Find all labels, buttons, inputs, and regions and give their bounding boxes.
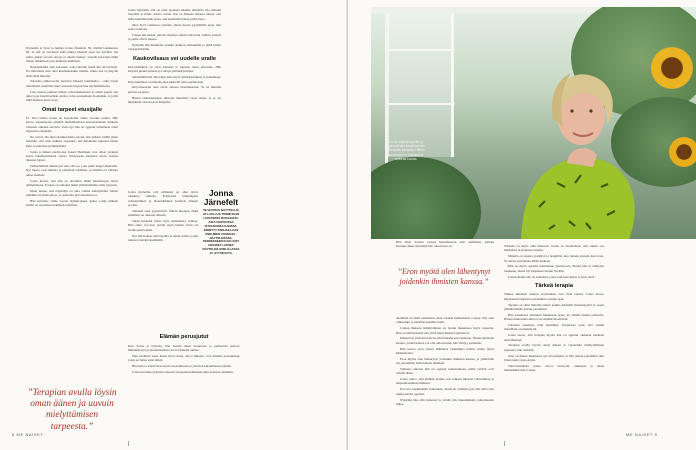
body-paragraph: Perheen ja ystävien tuki on ollut hänelle korvaamaton. Niiden ihmisten kanssa, joiden kanssa voi olla oma itsensä, hän viihtyy parhaiten. — [396, 336, 494, 345]
left-column-3 — [128, 334, 240, 376]
body-paragraph: Tärkeää on myös elää hetkessä. Jonna on huomannut, että suurin osa murheista ei koskaan toteudu. — [504, 244, 604, 253]
body-paragraph: Naurahdettiin olen sanoneet, voin taiteilija mistä sitä oli löytänyt. En ilmoittaisi niin olisi kuuliaisenakin mitään, mutta sen ei paljolla ehtii tämä mietityt. — [26, 64, 118, 78]
profile-box — [202, 190, 240, 256]
body-paragraph: Eron myötä olen lähentynyt joidenkin ihmisten kanssa, ja ymmärrän nyt paremmin, keitä haluan lähelleni. — [396, 356, 494, 366]
body-paragraph: Moni luulee, että näyttelijä on aina valmis esiintymään. Mutta minäkin tarvitsen lepoa, ja opettelen yhä sanomaan ei. — [26, 188, 118, 198]
body-paragraph: Jonna sanoo, että terapian myötä hän on oppinut olemaan itselleen armollisempi. — [504, 333, 604, 342]
body-paragraph: Hän kannustaa muitakin hakemaan apua, jos elämä tuntuu raskaalta. Hänen mielestään siinä ei ole mitään hävettävää. — [504, 312, 604, 322]
body-paragraph: Nyttemin ja fyssi ja luulaja Jonna Järnefelt, 59, täyttää lokakuussa 60. Ja sitä on tarvinnut mitä tuntuu hänestä jaaat nyt hyvältä. On pitkä, pitkin vuosia sanoja ei oikein tiennyt, toiselle kasvanut mikä tehnyt alkamisen pois mainitus elämässä. — [26, 46, 118, 64]
subheading: Elämän perusjutut — [159, 334, 209, 340]
body-paragraph: Jonna myöntää, että on ollut ajoittain hänelle tärkeintä olla muiden tarpeiksi ja muita asioita varten. Itse on hänestä alkanut tuntua, että mitä enemmän hän antaa, sitä enemmän hänen pitää antaa. — [128, 8, 221, 21]
body-paragraph: Nykyään hän elää hetkessä ja yrittää olla murehtimatta tulevaisuutta liikaa. — [396, 397, 494, 406]
body-paragraph: Kirjoittaminen on ollut Jonnalle jo lapsena rakas harrastus. Hän kirjoitti pieniä tarinoita ja runoja päiväkirjoihinsa. — [128, 65, 221, 74]
right-column-1 — [396, 240, 494, 250]
body-paragraph: Perheenäitinä minun piti aina olla se, joka pitää langat käsissään. Nyt lapset ovat aikuisia ja pärjäävät omillaan, ja minulla on vihdoin aikaa itselleni. — [26, 164, 118, 177]
body-paragraph: En toivo kenellekään vaikeuksia, mutta en vaihtaisi pois sitä, mitä olen niiden kautta oppinut. — [396, 387, 494, 396]
body-paragraph: Hän kertoo nauttivansa myös ruoanlaitosta ja ystävien kutsumisesta kylään. — [132, 363, 232, 368]
body-paragraph: Aikuisiällä hän alkoi kirjoittaa myös käsikirjoituksia ja kolumneja. Kirjoittaminen on hänelle tapa käsitellä omia ajatuksiaan. — [128, 75, 221, 84]
body-paragraph: Arki on hänen mukaansa nyt kevyempää, ja hän jaksaa paremmin niin töissä kuin vapaa-ajalla. — [504, 353, 604, 362]
woman-figure — [371, 7, 696, 239]
body-paragraph: Terapian avulla löysin oman ääneni ja vapauduin miellyttämisen tarpeesta, hän tiivistää. — [504, 343, 604, 352]
body-paragraph: Joskus tuli hetkiä, jolloin väsymys tuntui valtavalta. Silloin ystävät ja perhe olivat tukena. — [128, 32, 221, 42]
left-column-2-lower — [128, 190, 198, 244]
pull-quote: ”Eron myötä olen lähentynyt joidenkin ihmisten kanssa.” — [397, 267, 491, 286]
body-paragraph: Hän kertoo eron olleen elämänsä vaikeimpia hetkiä, mutta myös käännekohta. — [396, 346, 494, 355]
folio-right: ME NAISET 9 — [626, 432, 658, 437]
profile-name: Jonna Järnefelt — [203, 189, 239, 207]
profile-bio: 59-VUOTIAS NÄYTTELIJÄ JA LAULAJA TUNNETAAN LUKUISISTA ROOLEISTA. ASUU ESPOOSSA PUOLISONSA KANSSA. ESIINTYY PARHAILLAAN UNELMIEN VUOROJA -NÄYTELMÄSSÄ. PERHEESEEN KUULUVAT AIKUISET LAPSET. NÄYTELMÄ ENSI-ILLASSA 10. SYYSKUUTA. — [202, 208, 240, 256]
body-paragraph: Terapia on ollut minulle tärkeä paikka käsitellä menneisyyttä ja oppia ymmärtämään itseäni paremmin. — [504, 302, 604, 311]
right-page — [348, 0, 696, 450]
body-paragraph: Jonna kuvailee nykyistä arkeaan tasapainoisemmaksi kuin koskaan aiemmin. — [132, 369, 234, 374]
body-paragraph: Tulevaisuudelta Jonna toivoo terveyttä, rakkautta ja uusia mielenkiintoisia rooleja. — [504, 363, 604, 373]
body-paragraph: Nykyään hän kuuntelee itseään aiempaa tarkemmin ja pitää kiinni vapaapäivistään. — [128, 42, 221, 52]
body-paragraph: Toisaalta eläkevuodet tuntuvat hänestä kaukaisilta – eikä Jonna rehellisesti sanottuna usko koskaan luopuvansa näyttelemisestä. — [26, 79, 118, 88]
body-paragraph: Kirjoittaessani olen aivan omassa maailmassani. Se on minulle parasta terapiaa. — [128, 85, 221, 94]
body-paragraph: Jonna kertoo, että hän on tarvinnut tähän muutokseen myös ammattiapua. Terapia on auttanut häntä ymmärtämään omia rajojaan. — [26, 178, 118, 187]
crop-mark — [504, 441, 505, 446]
body-paragraph: Ihan tavalliset asiat, kuten hyvä ruoka, uni ja liikunta, ovat minulle perusjuttuja, joista en halua enää tinkiä. — [128, 353, 240, 363]
body-paragraph: Joskus ihanin ilta on sellainen, jossa vain luen kirjaa ja juon teetä. — [508, 274, 595, 279]
photo-caption: Jonna näyttää upealta ja hyvinvoivalta kasvihuoneen vihreyden keskellä. Hänen asussaan on leikkisää ja rohkeaa kuosia. — [386, 140, 426, 161]
left-column-1 — [26, 46, 118, 209]
body-paragraph: Olen hyvä ottamaan vastuuta, mutta huono pyytämään apua, hän sanoo nauraen. — [128, 22, 221, 31]
body-paragraph: Jonnan mukaan ikääntyminen on tuonut mukanaan myös vapautta. Hän ei enää murehdi sitä, mitä muut hänestä ajattelevat. — [396, 326, 494, 335]
body-paragraph: Jaan kanssa parhaat hetket, tulevaisuuksiaan ja niistä paljon sen alkoi jopa moniin pitkin asioita, joita seuraamaan Koulutkin, ja joilla niitä muistaa uusia iloja. — [26, 89, 118, 103]
body-paragraph: Hänen esikoiskirjansa ilmestyi muutama vuosi sitten, ja se sai lämpimän vastaanoton lukijoilta. — [128, 95, 221, 104]
body-paragraph: Jonna uskoo, että elämän kolhut ovat tehneet hänestä vahvemman ja empaattisemman ihmisen. — [396, 377, 494, 386]
body-paragraph: Jonna myöntää, että elämässä on ollut myös rankkoja vaiheita. Erityisesti vanhempien sairastuminen ja menettäminen koskivat häneen syvästi. — [128, 190, 198, 208]
left-column-2 — [128, 8, 221, 106]
portrait-photo — [371, 7, 696, 239]
subheading: Omat tarpeet etusijalle — [42, 106, 102, 113]
body-paragraph: Ne voivat olla ihan yksinkertaisia asioita: että pääsen välillä yksin metsään, että saan nukkua tarpeeksi, että kuuntelen kehoani ennen kuin se pakottaa pysähtymään. — [26, 135, 118, 148]
body-paragraph: Et. Sitä rauhaa Jonna on harjoitellut viime vuosina paljon. Hän kertoo kantaneensa pitkään maksimaalisen kokonaisuuden mukana vastuuta oikeista asioista. Vasta nyt hän on oppinut laittamaan omat tarpeensa etusijalle. — [26, 116, 118, 134]
body-paragraph: Vaikka aikuisten naisten saavutukset ovat vielä edessä, Jonna kertoo käyneensä terapiassa useamman vuoden ajan. — [504, 292, 604, 301]
body-paragraph: Hän tilasi Jonnan rooleja katsellessaan aina uudelleen, kuinka monipuolinen näyttelijä hän oikeastaan on. — [396, 240, 494, 249]
pull-quote: ”Terapian avulla löysin oman äänen ja uuvuin mielyttämisen tarpeesta.” — [27, 388, 117, 432]
crop-mark — [128, 441, 129, 446]
body-paragraph: Jonna ja hänen puolisonsa Sakari Hanhinen ovat olleet yhdessä kohta kaksikymmentä vuotta. Perheeseen kuuluvat myös Jonnan aikuiset lapset. — [26, 149, 118, 163]
subheading: Kaukovilsaus vei uudelle uralle — [132, 55, 216, 62]
body-paragraph: Nyt hän haluaa elää täysillä ja tehdä asioita, jotka tuntuvat merkityksellisiltä. — [128, 233, 198, 242]
right-column-1-lower — [396, 316, 494, 408]
body-paragraph: Aiemmin en ehkä uskaltanut ottaa vastaan kaikenlaisia rooleja. Nyt olen rohkeampi ja uskallan kokeilla uutta. — [396, 316, 494, 325]
folio-left: 8 ME NAISET — [12, 432, 44, 437]
body-paragraph: Hän on myös oppinut nauttimaan yksinolosta. Ennen hän ei viihtynyt itsekseen, mutta nyt hiljaisuus tuntuu hyvältä. — [504, 264, 604, 273]
body-paragraph: Jokainen ansaitsee tulla kuulluksi. Terapiassa opin, että omilla tunteillani on merkitystä. — [504, 322, 604, 332]
body-paragraph: Vaikeina aikoina hän on oppinut tunnistamaan, ketkä ystävät ovat todella läsnä. — [396, 366, 494, 376]
body-paragraph: Surun keskellä Jonna löysi uudenlaista voimaa. Hän alkoi arvostaa pieniä arjen hetkiä aivan eri tavalla kuin ennen. — [128, 219, 198, 232]
right-column-2 — [504, 244, 604, 374]
subheading: Tärkeä terapia — [535, 282, 573, 289]
body-paragraph: Minulla on tapana pysähtyä ja hengittää, kun tunnen stressin kasvavan. Se auttaa palaamaan tähän hetkeen. — [504, 254, 604, 263]
body-paragraph: Hän kuvailee viime vuosia myllerryksen ajaksi, jonka jälkeen elämä on asettunut uudelleen uomiinsa. — [26, 198, 118, 208]
body-paragraph: Kun Jonna ei näyttele, hän viettää aikaa luonnossa ja perheensä parissa. Metsäkävelyt ja puutarhanhoito tuovat hänelle rauhaa. — [128, 343, 240, 352]
body-paragraph: Sellaiset asiat pysäyttävät. Silloin huomaa, mikä elämässä on oikeasti tärkeää. — [128, 208, 198, 218]
